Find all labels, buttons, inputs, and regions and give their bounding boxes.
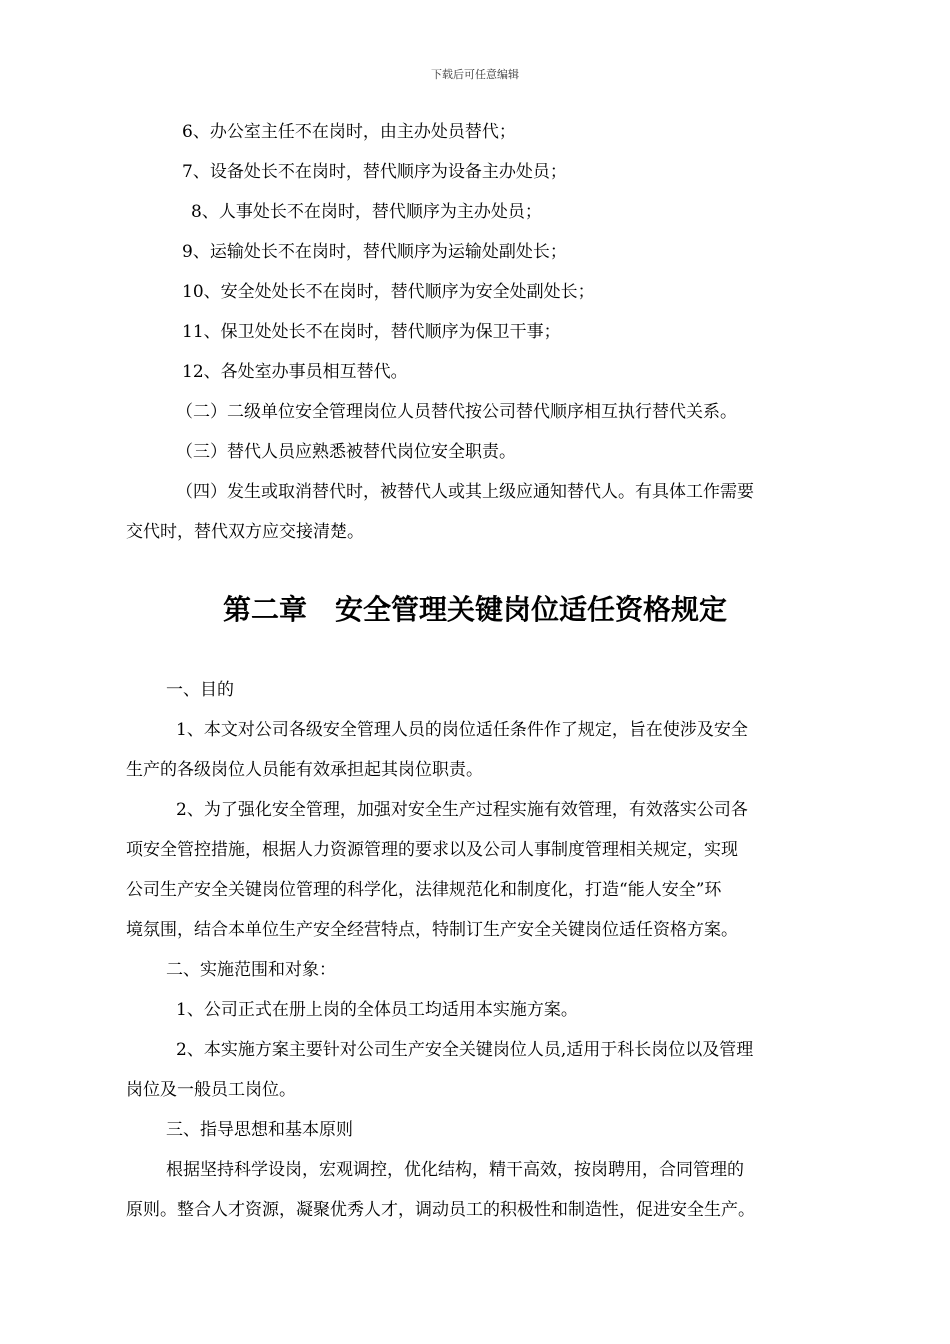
paragraph-line: 根据坚持科学设岗，宏观调控，优化结构，精干高效，按岗聘用，合同管理的 xyxy=(166,1160,744,1180)
paragraph-line: 岗位及一般员工岗位。 xyxy=(126,1080,296,1100)
section-heading: 二、实施范围和对象： xyxy=(166,960,336,980)
paragraph-line: 6、办公室主任不在岗时，由主办处员替代； xyxy=(182,122,516,142)
paragraph-line: 2、本实施方案主要针对公司生产安全关键岗位人员,适用于科长岗位以及管理 xyxy=(176,1040,754,1060)
section-heading: 三、指导思想和基本原则 xyxy=(166,1120,353,1140)
paragraph-line: 1、公司正式在册上岗的全体员工均适用本实施方案。 xyxy=(176,1000,578,1020)
paragraph-line: 1、本文对公司各级安全管理人员的岗位适任条件作了规定，旨在使涉及安全 xyxy=(176,720,748,740)
paragraph-line: 9、运输处长不在岗时，替代顺序为运输处副处长； xyxy=(182,242,567,262)
paragraph-line: 项安全管控措施，根据人力资源管理的要求以及公司人事制度管理相关规定，实现 xyxy=(126,840,738,860)
paragraph-line: 8、人事处长不在岗时，替代顺序为主办处员； xyxy=(191,202,542,222)
paragraph-line: 7、设备处长不在岗时，替代顺序为设备主办处员； xyxy=(182,162,567,182)
paragraph-line: 10、安全处处长不在岗时，替代顺序为安全处副处长； xyxy=(182,282,595,302)
page-header: 下载后可任意编辑 xyxy=(431,68,519,81)
paragraph-line: 2、为了强化安全管理，加强对安全生产过程实施有效管理，有效落实公司各 xyxy=(176,800,748,820)
chapter-title: 第二章 安全管理关键岗位适任资格规定 xyxy=(222,593,727,626)
paragraph-line: 12、各处室办事员相互替代。 xyxy=(182,362,408,382)
paragraph-line: 生产的各级岗位人员能有效承担起其岗位职责。 xyxy=(126,760,483,780)
paragraph-line: 11、保卫处处长不在岗时，替代顺序为保卫干事； xyxy=(182,322,561,342)
section-heading: 一、目的 xyxy=(166,680,234,700)
paragraph-line: （四）发生或取消替代时，被替代人或其上级应通知替代人。有具体工作需要 xyxy=(176,482,754,502)
paragraph-line: （二）二级单位安全管理岗位人员替代按公司替代顺序相互执行替代关系。 xyxy=(176,402,737,422)
paragraph-line: 公司生产安全关键岗位管理的科学化，法律规范化和制度化，打造“能人安全”环 xyxy=(126,880,722,900)
paragraph-line: 原则。整合人才资源，凝聚优秀人才，调动员工的积极性和制造性，促进安全生产。 xyxy=(126,1200,755,1220)
paragraph-line: 交代时，替代双方应交接清楚。 xyxy=(126,522,364,542)
paragraph-line: （三）替代人员应熟悉被替代岗位安全职责。 xyxy=(176,442,516,462)
paragraph-line: 境氛围，结合本单位生产安全经营特点，特制订生产安全关键岗位适任资格方案。 xyxy=(126,920,738,940)
